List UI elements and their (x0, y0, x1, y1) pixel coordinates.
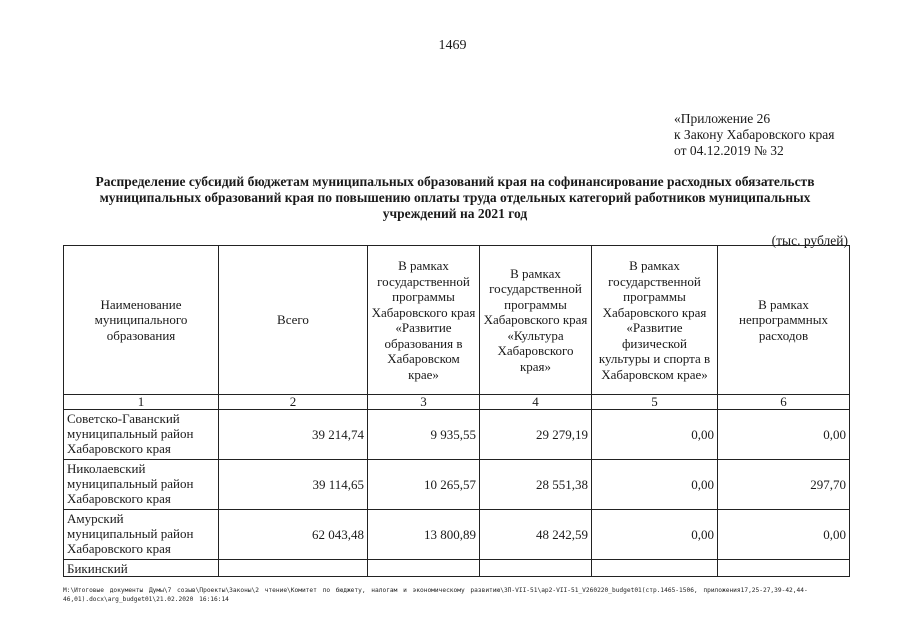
sport-cell: 0,00 (592, 510, 718, 560)
title-line: учреждений на 2021 год (382, 206, 528, 221)
total-cell (219, 560, 368, 577)
column-header-nonprogram: В рамках непрограммных расходов (718, 246, 850, 395)
sport-cell: 0,00 (592, 460, 718, 510)
appendix-line: «Приложение 26 (674, 111, 771, 126)
sport-cell (592, 560, 718, 577)
column-number: 2 (219, 395, 368, 410)
column-number: 3 (368, 395, 480, 410)
culture-cell: 48 242,59 (480, 510, 592, 560)
culture-cell (480, 560, 592, 577)
column-header-total: Всего (219, 246, 368, 395)
file-path-footer: M:\Итоговые документы Думы\7 созыв\Проекты\Законы\2 чтение\Комитет по бюджету, налогам и экономическому развитию\ЗП-VII-51\ар2-VII-51_V260220_budget01(стр.1465-1506, приложения17,25-27,39-42,44-46,01).docx\arg_budget01\21.02.2020 16:16:14 (63, 587, 808, 603)
title-line: Распределение субсидий бюджетам муниципальных образований края на софинансирование расходных обязательств (95, 174, 815, 189)
column-header-culture: В рамках государственной программы Хабаровского края «Культура Хабаровского края» (480, 246, 592, 395)
column-number: 5 (592, 395, 718, 410)
education-cell (368, 560, 480, 577)
table-row (64, 510, 850, 560)
culture-cell: 28 551,38 (480, 460, 592, 510)
title-line: муниципальных образований края по повышению оплаты труда отдельных категорий работников муниципальных (99, 190, 811, 205)
municipality-name: Советско-Гаванский муниципальный район Хабаровского края (64, 410, 219, 460)
column-header-education: В рамках государственной программы Хабаровского края «Развитие образования в Хабаровском крае» (368, 246, 480, 395)
total-cell: 39 114,65 (219, 460, 368, 510)
municipality-name: Николаевский муниципальный район Хабаровского края (64, 460, 219, 510)
column-number-row (64, 395, 850, 410)
table-header-row (64, 246, 850, 395)
page-number: 1469 (438, 38, 467, 53)
nonprogram-cell: 297,70 (718, 460, 850, 510)
appendix-line: к Закону Хабаровского края (674, 127, 835, 142)
sport-cell: 0,00 (592, 410, 718, 460)
total-cell: 39 214,74 (219, 410, 368, 460)
subsidy-table (63, 245, 850, 577)
table-row (64, 410, 850, 460)
units-label: (тыс. рублей) (771, 233, 848, 248)
nonprogram-cell: 0,00 (718, 410, 850, 460)
column-header-name: Наименование муниципального образования (64, 246, 219, 395)
table-row (64, 560, 850, 577)
total-cell: 62 043,48 (219, 510, 368, 560)
education-cell: 13 800,89 (368, 510, 480, 560)
culture-cell: 29 279,19 (480, 410, 592, 460)
nonprogram-cell (718, 560, 850, 577)
nonprogram-cell: 0,00 (718, 510, 850, 560)
municipality-name: Бикинский (64, 560, 219, 577)
column-number: 1 (64, 395, 219, 410)
municipality-name: Амурский муниципальный район Хабаровского края (64, 510, 219, 560)
column-header-sport: В рамках государственной программы Хабаровского края «Развитие физической культуры и спорта в Хабаровском крае» (592, 246, 718, 395)
appendix-reference (674, 111, 835, 159)
education-cell: 9 935,55 (368, 410, 480, 460)
document-title (60, 174, 850, 222)
table-row (64, 460, 850, 510)
education-cell: 10 265,57 (368, 460, 480, 510)
appendix-line: от 04.12.2019 № 32 (674, 143, 784, 158)
column-number: 6 (718, 395, 850, 410)
column-number: 4 (480, 395, 592, 410)
